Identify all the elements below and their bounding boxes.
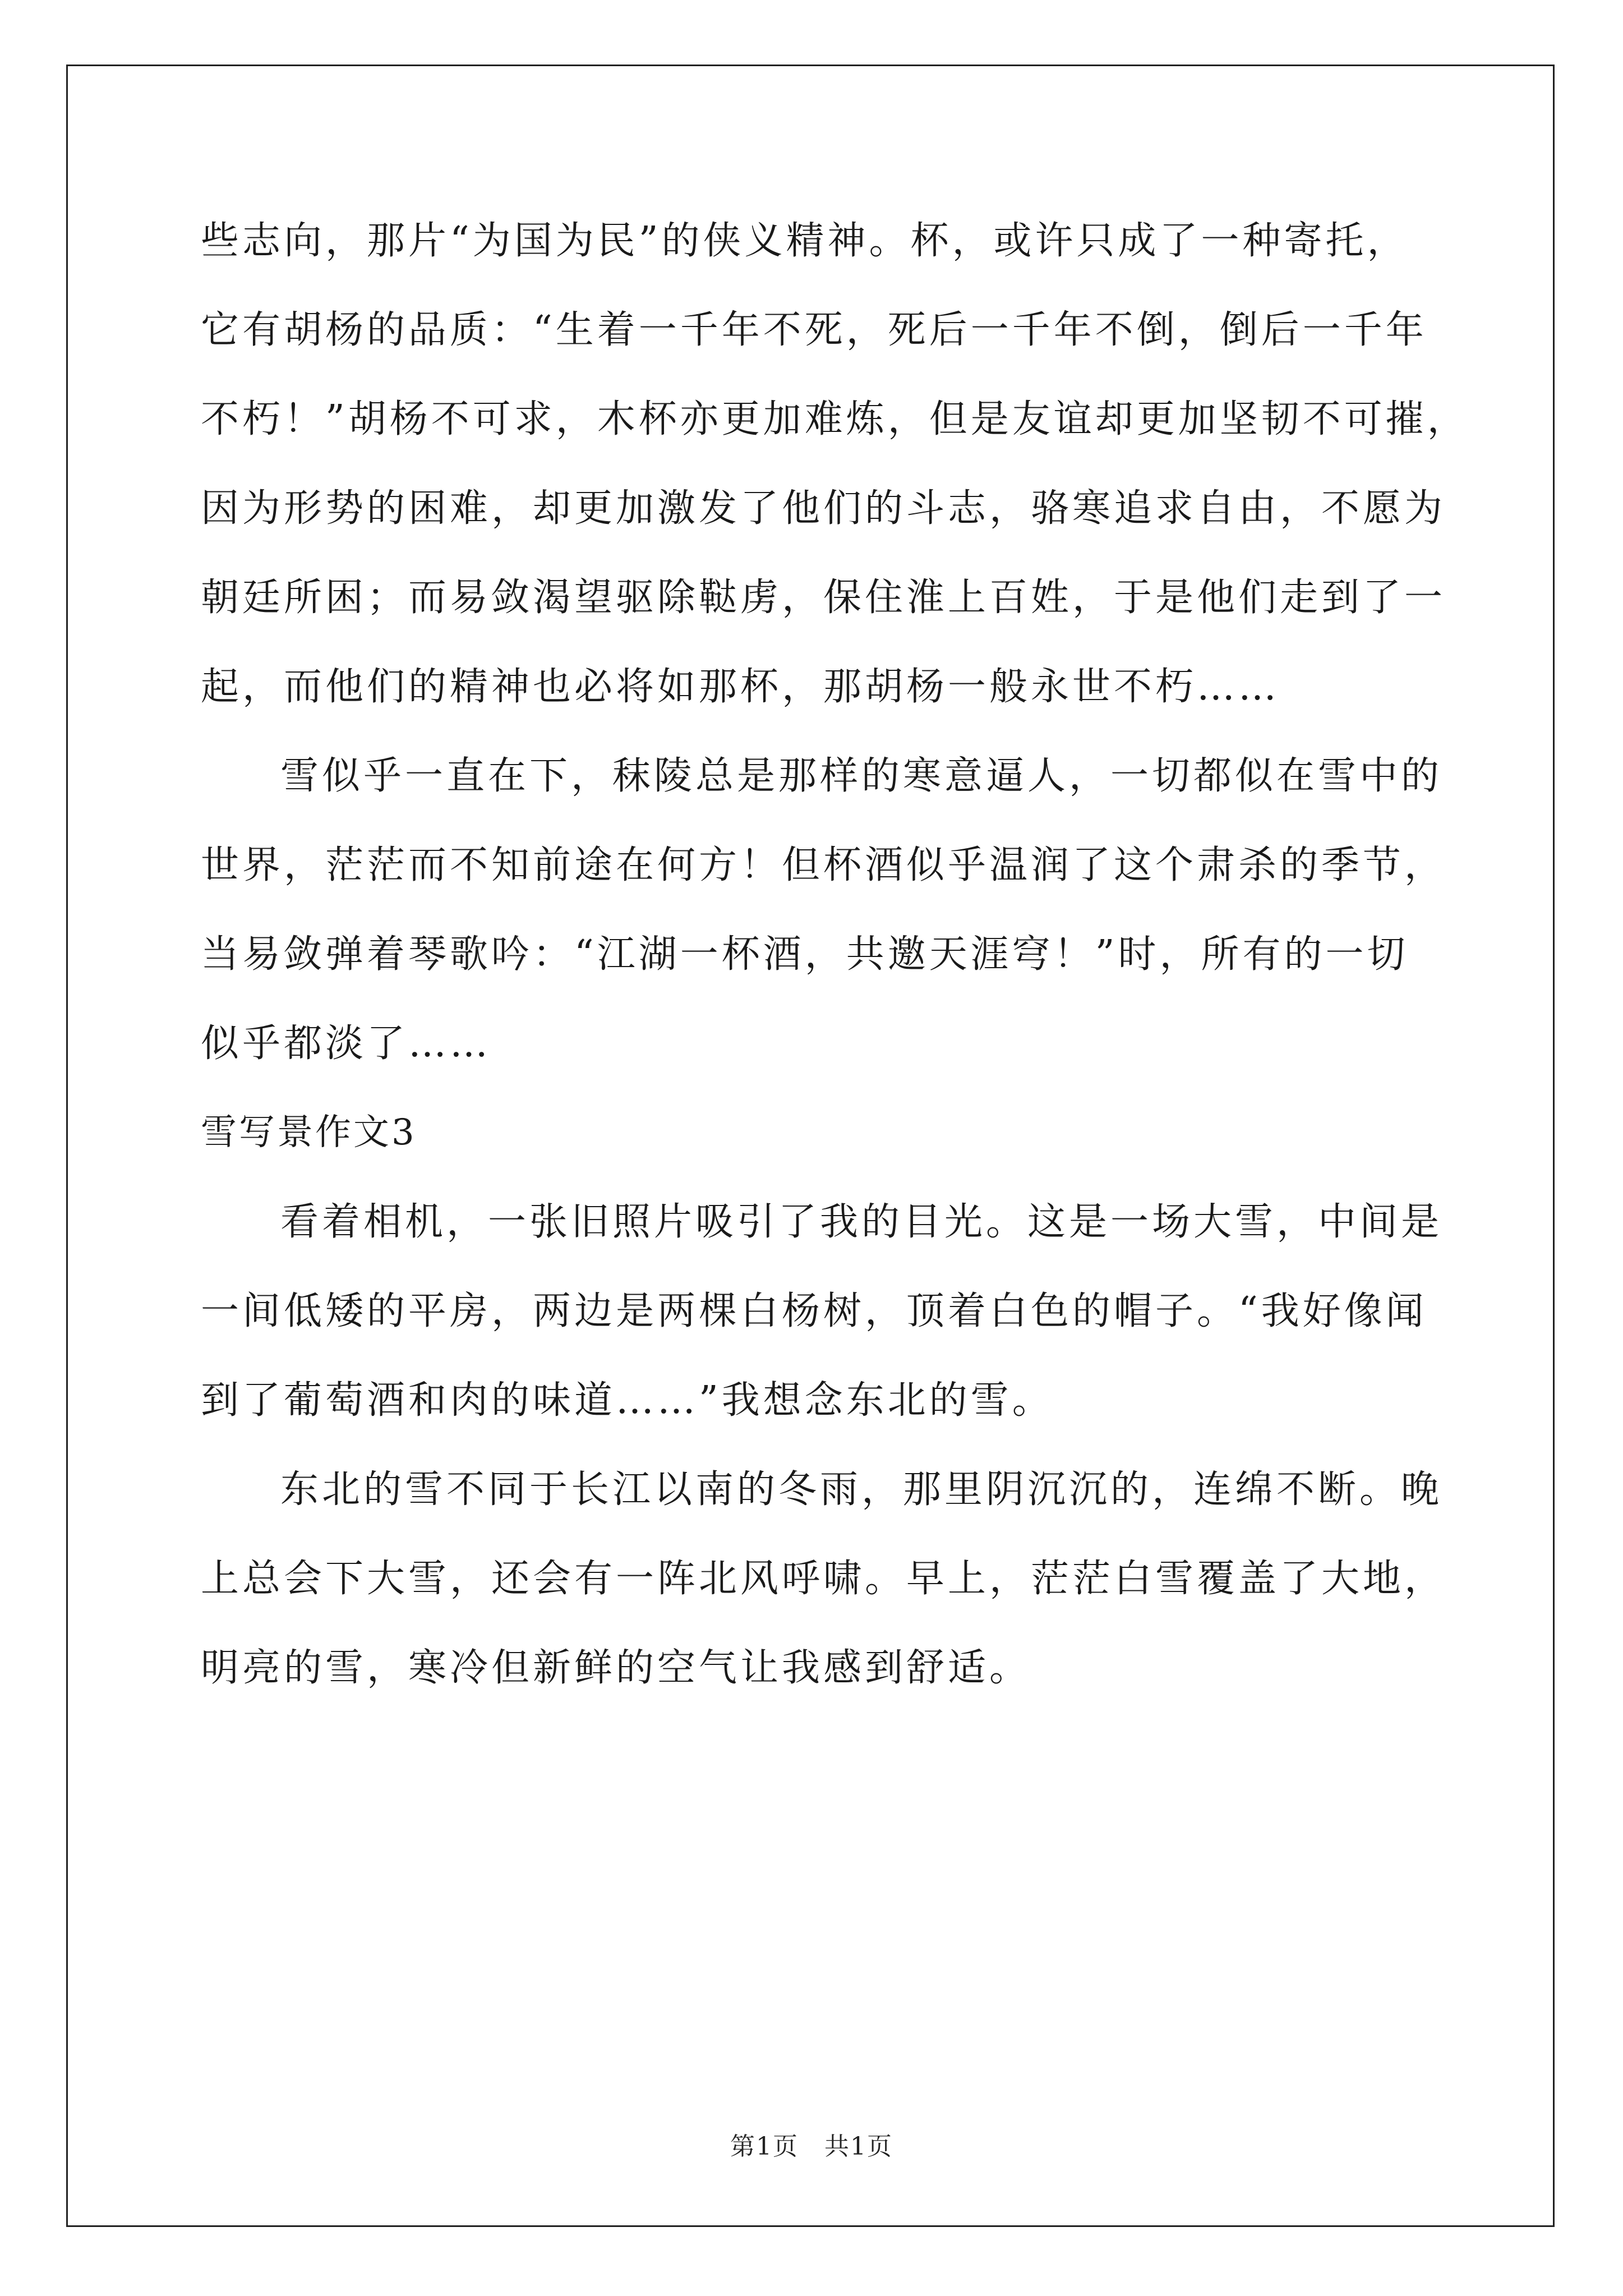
paragraph-line: 东北的雪不同于长江以南的冬雨，那里阴沉沉的，连绵不断。晚 [280,1467,1443,1512]
paragraph-4 [201,1445,1446,1713]
paragraph-line: 上总会下大雪，还会有一阵北风呼啸。早上，茫茫白雪覆盖了大地， [201,1557,1446,1601]
document-body [201,196,1469,1713]
paragraph-line: 世界，茫茫而不知前途在何方！但杯酒似乎温润了这个肃杀的季节， [201,843,1446,887]
paragraph-3 [201,1177,1443,1445]
paragraph-line: 似乎都淡了…… [201,1022,492,1066]
paragraph-line: 因为形势的困难，却更加激发了他们的斗志，骆寒追求自由，不愿为 [201,486,1446,531]
paragraph-line: 不朽！”胡杨不可求，木杯亦更加难炼，但是友谊却更加坚韧不可摧， [201,397,1469,441]
paragraph-line: 当易敛弹着琴歌吟：“江湖一杯酒，共邀天涯穹！”时，所有的一切 [201,932,1409,977]
paragraph-1 [201,196,1469,731]
paragraph-line: 明亮的雪，寒冷但新鲜的空气让我感到舒适。 [201,1646,1031,1690]
paragraph-line: 起，而他们的精神也必将如那杯，那胡杨一般永世不朽…… [201,665,1280,709]
paragraph-line: 到了葡萄酒和肉的味道……”我想念东北的雪。 [201,1378,1054,1423]
paragraph-line: 朝廷所困；而易敛渴望驱除鞑虏，保住淮上百姓，于是他们走到了一 [201,576,1446,620]
page-number-footer: 第1页 共1页 [730,2132,893,2161]
paragraph-line: 一间低矮的平房，两边是两棵白杨树，顶着白色的帽子。“我好像闻 [201,1289,1427,1333]
paragraph-line: 雪似乎一直在下，秣陵总是那样的寒意逼人，一切都似在雪中的 [280,754,1443,798]
paragraph-line: 它有胡杨的品质：“生着一千年不死，死后一千年不倒，倒后一千年 [201,308,1427,352]
section-heading: 雪写景作文3 [201,1112,417,1153]
paragraph-line: 些志向，那片“为国为民”的侠义精神。杯，或许只成了一种寄托， [201,219,1409,263]
paragraph-2 [201,731,1446,1088]
paragraph-line: 看着相机，一张旧照片吸引了我的目光。这是一场大雪，中间是 [280,1200,1443,1244]
